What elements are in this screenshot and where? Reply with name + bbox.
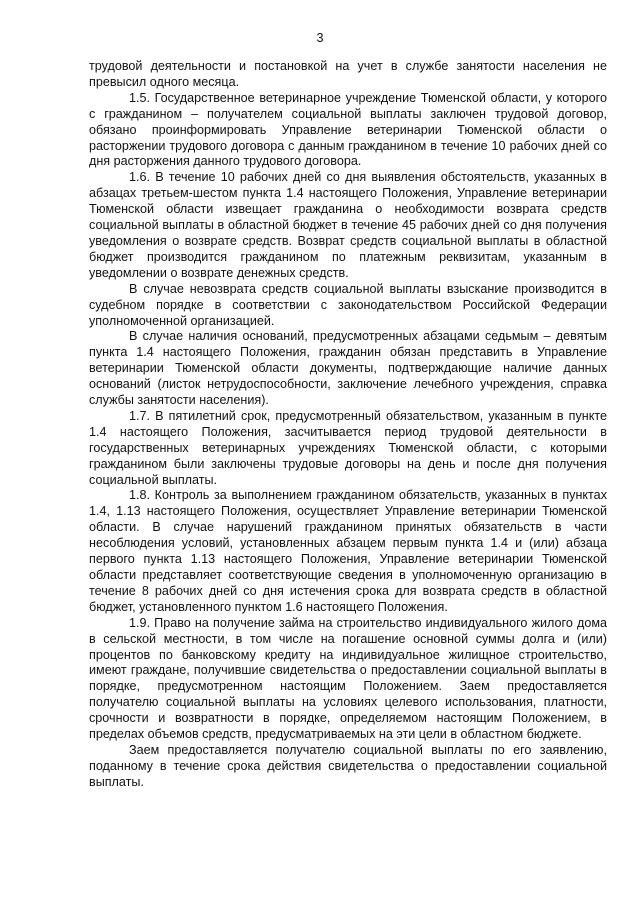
paragraph: 1.8. Контроль за выполнением гражданином обязательств, указанных в пунктах 1.4, 1.13 настоящего Положения, осуществляет Управление ветеринарии Тюменской области. В случае нарушений гражданином принятых обязательств в части несоблюдения условий, установленных абзацем первым пункта 1.4 и (или) абзаца первого пункта 1.13 настоящего Положения, Управление ветеринарии Тюменской области представляет соответствующие сведения в уполномоченную организацию в течение 8 рабочих дней со дня истечения срока для возврата средств в областной бюджет, установленного пунктом 1.6 настоящего Положения. <box>89 488 607 614</box>
page-number: 3 <box>316 31 324 45</box>
paragraph: 1.7. В пятилетний срок, предусмотренный обязательством, указанным в пункте 1.4 настоящего Положения, засчитывается период трудовой деятельности в государственных ветеринарных учреждениях Тюменской области, с которыми гражданином были заключены трудовые договоры на день и после дня получения социальной выплаты. <box>89 408 607 487</box>
paragraph: 1.9. Право на получение займа на строительство индивидуального жилого дома в сельской местности, в том числе на погашение основной суммы долга и (или) процентов по банковскому кредиту на индивидуальное жилищное строительство, имеют граждане, получившие свидетельства о предоставлении социальной выплаты в порядке, предусмотренном настоящим Положением. Заем предоставляется получателю социальной выплаты на условиях целевого использования, платности, срочности и возвратности в порядке, определяемом настоящим Положением, в пределах объемов средств, предусматриваемых на эти цели в областном бюджете. <box>89 615 607 742</box>
paragraph: 1.5. Государственное ветеринарное учреждение Тюменской области, у которого с гражданином – получателем социальной выплаты заключен трудовой договор, обязано проинформировать Управление ветеринарии Тюменской области о расторжении трудового договора с данным гражданином в течение 10 рабочих дней со дня расторжения данного трудового договора. <box>89 90 607 169</box>
paragraph: В случае невозврата средств социальной выплаты взыскание производится в судебном порядке в соответствии с законодательством Российской Федерации уполномоченной организацией. <box>89 281 607 328</box>
paragraph: Заем предоставляется получателю социальной выплаты по его заявлению, поданному в течение срока действия свидетельства о предоставлении социальной выплаты. <box>89 742 607 789</box>
paragraph: В случае наличия оснований, предусмотренных абзацами седьмым – девятым пункта 1.4 настоящего Положения, гражданин обязан представить в Управление ветеринарии Тюменской области документы, подтверждающие наличие данных оснований (листок нетрудоспособности, заключение лечебного учреждения, справка службы занятости населения). <box>89 329 607 408</box>
document-body <box>89 59 607 791</box>
paragraph: 1.6. В течение 10 рабочих дней со дня выявления обстоятельств, указанных в абзацах третьем-шестом пункта 1.4 настоящего Положения, Управление ветеринарии Тюменской области извещает гражданина о необходимости возврата средств социальной выплаты в областной бюджет в течение 45 рабочих дней со дня получения уведомления о возврате средств. Возврат средств социальной выплаты в областной бюджет производится гражданином по платежным реквизитам, указанным в уведомлении о возврате денежных средств. <box>89 170 607 280</box>
paragraph: трудовой деятельности и постановкой на учет в службе занятости населения не превысил одного месяца. <box>89 59 607 89</box>
